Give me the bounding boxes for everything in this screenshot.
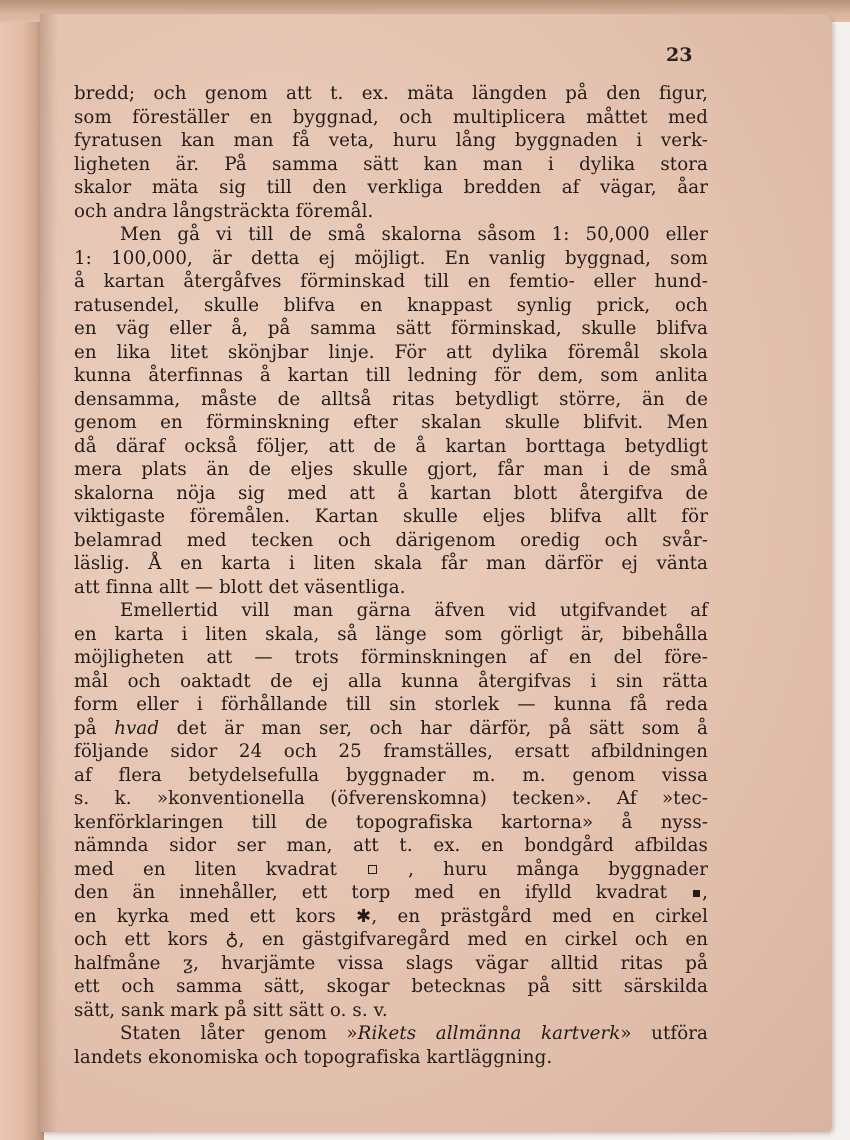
text-segment: och ett kors	[74, 929, 226, 950]
text-segment: med en liten kvadrat	[74, 858, 367, 880]
text-line: och andra långsträckta föremål.	[74, 200, 374, 222]
text-segment: halfmåne	[74, 952, 183, 974]
text-segment: , en gästgifvaregård med en cirkel och en	[238, 929, 709, 950]
text-line: Emellertid vill man gärna äfven vid utgifvandet af	[120, 600, 708, 621]
text-line: Men gå vi till de små skalorna såsom 1: 50,000 eller	[120, 224, 708, 245]
text-line-with-symbol	[74, 952, 708, 976]
text-line-with-symbol	[74, 858, 708, 882]
text-line: en väg eller å, på samma sätt förminskad, skulle blifva	[74, 318, 708, 339]
text-line: mera plats än de eljes skulle gjort, får man i de små	[74, 459, 708, 480]
book-spine	[0, 0, 44, 1140]
text-line-with-symbol: den än innehåller, ett torp med en ifylld kvadrat ,	[74, 882, 708, 903]
text-line: viktigaste föremålen. Kartan skulle eljes blifva allt för	[74, 506, 708, 527]
text-line: landets ekonomiska och topografiska kartläggning.	[74, 1046, 553, 1068]
text-line: en karta i liten skala, så länge som görligt är, bibehålla	[74, 623, 708, 645]
text-segment: » utföra	[620, 1023, 709, 1044]
half-moon-symbol-icon: ƺ	[182, 952, 194, 974]
text-line: å kartan återgåfves förminskad till en femtio- eller hund-	[74, 271, 708, 292]
text-line: ett och samma sätt, skogar betecknas på sitt särskilda	[74, 976, 708, 997]
text-line: skalorna nöja sig med att å kartan blott återgifva de	[74, 482, 708, 504]
text-line: genom en förminskning efter skalan skulle blifvit. Men	[74, 412, 708, 433]
text-line: bredd; och genom att t. ex. mäta längden på den figur,	[74, 83, 708, 104]
text-segment: Staten låter genom »	[120, 1023, 358, 1044]
text-segment: en kyrka med ett kors	[74, 905, 357, 927]
text-line: af flera betydelsefulla byggnader m. m. genom vissa	[74, 764, 708, 786]
text-line: ligheten är. På samma sätt kan man i dylika stora	[74, 153, 708, 175]
text-line: följande sidor 24 och 25 framställes, ersatt afbildningen	[74, 741, 708, 762]
text-line: sätt, sank mark på sitt sätt o. s. v.	[74, 999, 388, 1021]
text-segment: det är man ser, och har därför, på sätt som å	[159, 717, 708, 739]
text-line-with-italic	[74, 717, 708, 741]
text-line: kenförklaringen till de topografiska kartorna» å nyss-	[74, 811, 708, 833]
text-line: 1: 100,000, är detta ej möjligt. En vanlig byggnad, som	[74, 247, 708, 269]
text-line-with-italic	[74, 1022, 708, 1046]
open-square-symbol-icon	[368, 865, 377, 874]
text-line: då däraf också följer, att de å kartan borttaga betydligt	[74, 435, 708, 457]
text-line: kunna återfinnas å kartan till ledning för dem, som anlita	[74, 365, 708, 386]
text-line: möjligheten att — trots förminskningen af en del före-	[74, 647, 708, 668]
text-segment: , en prästgård med en cirkel	[371, 905, 708, 927]
text-line: läslig. Å en karta i liten skala får man därför ej vänta	[74, 553, 708, 574]
italic-word: hvad	[114, 717, 160, 739]
church-cross-symbol-icon: ✱	[356, 905, 372, 927]
text-line-with-symbol	[74, 928, 708, 952]
text-line: som föreställer en byggnad, och multiplicera måttet med	[74, 106, 708, 128]
text-segment: den än innehåller, ett torp med en ifylld kvadrat	[74, 882, 668, 903]
text-line: en lika litet skönjbar linje. För att dylika föremål skola	[74, 341, 708, 363]
italic-title: Rikets allmänna kartverk	[357, 1023, 621, 1044]
text-line: densamma, måste de alltså ritas betydligt större, än de	[74, 388, 708, 410]
text-line: att finna allt — blott det väsentliga.	[74, 576, 406, 598]
page-number: 23	[666, 44, 693, 66]
text-line: fyratusen kan man få veta, huru lång byggnaden i verk-	[74, 130, 708, 151]
text-line: skalor mäta sig till den verkliga bredden af vägar, åar	[74, 177, 708, 198]
filled-square-symbol-icon	[693, 890, 700, 897]
text-line: belamrad med tecken och därigenom oredig och svår-	[74, 529, 708, 551]
gutter-shadow	[40, 14, 58, 1132]
text-segment: , hvarjämte vissa slags vägar alltid ritas på	[193, 952, 708, 974]
text-line: mål och oaktadt de ej alla kunna återgifvas i sin rätta	[74, 670, 708, 692]
text-line: s. k. »konventionella (öfverenskomna) tecken». Af »tec-	[74, 788, 708, 809]
text-segment: på	[74, 717, 115, 739]
text-line: nämnda sidor ser man, att t. ex. en bondgård afbildas	[74, 835, 708, 856]
text-line-with-symbol	[74, 905, 708, 929]
text-line: ratusendel, skulle blifva en knappast synlig prick, och	[74, 294, 708, 316]
text-segment: , huru många byggnader	[379, 858, 708, 880]
body-text	[74, 82, 708, 1069]
circle-cross-symbol-icon: ♁	[225, 929, 239, 950]
text-line: form eller i förhållande till sin storlek — kunna få reda	[74, 694, 708, 715]
